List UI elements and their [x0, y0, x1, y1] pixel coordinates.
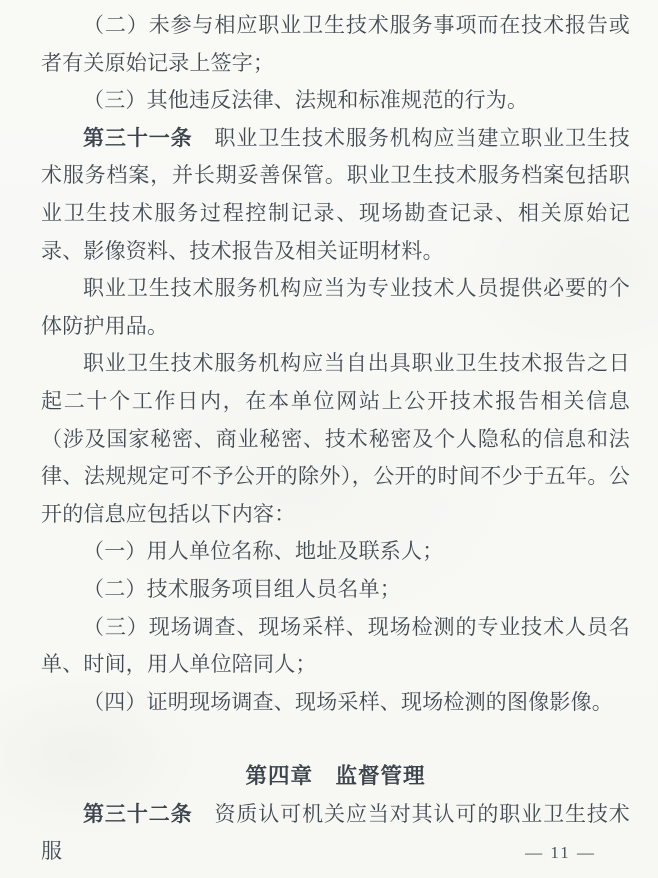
paragraph-disclosure-requirement — [41, 345, 630, 533]
list-item-1 — [41, 533, 630, 571]
paragraph-clause-3 — [41, 82, 630, 120]
list-item-3 — [41, 609, 630, 684]
paragraph-text: （一）用人单位名称、地址及联系人； — [83, 539, 444, 564]
paragraph-text: （四）证明现场调查、现场采样、现场检测的图像影像。 — [83, 689, 613, 714]
paragraph-article-31 — [41, 120, 630, 270]
article-31-number: 第三十一条 — [83, 125, 193, 150]
paragraph-ppe-requirement — [41, 270, 630, 345]
chapter-heading: 第四章 监督管理 — [245, 764, 426, 789]
paragraph-text: （三）现场调查、现场采样、现场检测的专业技术人员名单、时间，用人单位陪同人； — [41, 614, 630, 677]
paragraph-text: （二）技术服务项目组人员名单； — [83, 576, 401, 601]
paragraph-text: （二）未参与相应职业卫生技术服务事项而在技术报告或者有关原始记录上签字； — [41, 13, 630, 75]
list-item-2 — [41, 571, 630, 609]
list-item-4 — [41, 684, 630, 722]
paragraph-text: 资质认可机关应当对其认可的职业卫生技术服 — [41, 801, 631, 864]
paragraph-text: 职业卫生技术服务机构应当为专业技术人员提供必要的个体防护用品。 — [41, 276, 630, 338]
paragraph-text: 职业卫生技术服务机构应当建立职业卫生技术服务档案，并长期妥善保管。职业卫生技术服务档案包括职业卫生技术服务过程控制记录、现场勘查记录、相关原始记录、影像资料、技术报告及相关证明材料。 — [41, 125, 631, 263]
paragraph-clause-2 — [41, 7, 630, 82]
document-body — [41, 7, 630, 871]
paragraph-text: （三）其他违反法律、法规和标准规范的行为。 — [83, 88, 529, 113]
article-32-number: 第三十二条 — [83, 801, 193, 826]
paragraph-text: 职业卫生技术服务机构应当自出具职业卫生技术报告之日起二十个工作日内，在本单位网站上公开技术报告相关信息（涉及国家秘密、商业秘密、技术秘密及个人隐私的信息和法律、法规规定可不予公开的除外），公开的时间不少于五年。公开的信息应包括以下内容： — [41, 351, 630, 526]
page-number: — 11 — — [525, 843, 596, 862]
